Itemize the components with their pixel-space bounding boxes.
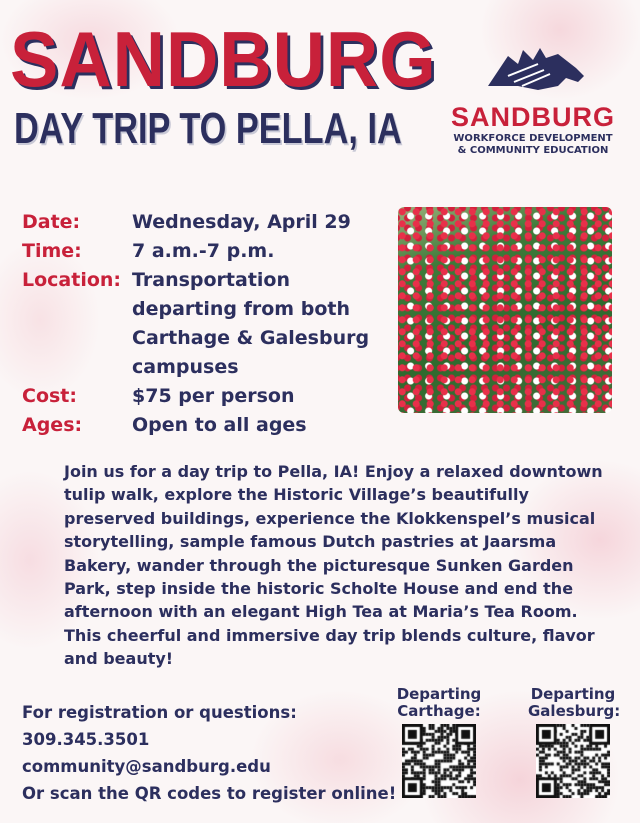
- horse-head-icon: [478, 46, 588, 94]
- tulip-field-photo: [398, 207, 612, 413]
- detail-value: Wednesday, April 29: [132, 211, 351, 233]
- detail-label: Date:: [22, 211, 81, 233]
- detail-date: [22, 208, 394, 237]
- detail-ages: [22, 411, 394, 440]
- detail-label: Time:: [22, 240, 82, 262]
- detail-location: [22, 266, 394, 382]
- detail-value: $75 per person: [132, 385, 295, 407]
- detail-cost: [22, 382, 394, 411]
- qr-label: Departing: [396, 685, 482, 703]
- detail-value: 7 a.m.-7 p.m.: [132, 240, 275, 262]
- logo-line-2: & COMMUNITY EDUCATION: [457, 145, 609, 156]
- qr-label: Galesburg:: [528, 702, 621, 720]
- contact-email[interactable]: community@sandburg.edu: [22, 757, 271, 776]
- flyer-subtitle: DAY TRIP TO PELLA, IA: [14, 104, 402, 153]
- detail-value: Transportation departing from both Carthage & Galesburg campuses: [132, 269, 370, 378]
- qr-code-carthage[interactable]: [402, 724, 476, 798]
- detail-time: [22, 237, 394, 266]
- event-details: [22, 208, 394, 440]
- flyer-title: SANDBURG: [10, 15, 437, 103]
- logo-line-1: WORKFORCE DEVELOPMENT: [453, 133, 613, 144]
- detail-label: Location:: [22, 269, 122, 291]
- contact-info: [22, 699, 396, 807]
- detail-label: Cost:: [22, 385, 77, 407]
- contact-heading: For registration or questions:: [22, 703, 297, 722]
- qr-label: Departing: [530, 685, 616, 703]
- contact-phone[interactable]: 309.345.3501: [22, 730, 150, 749]
- qr-code-galesburg[interactable]: [536, 724, 610, 798]
- qr-label: Carthage:: [397, 702, 481, 720]
- qr-galesburg: [528, 685, 621, 802]
- logo-brand: SANDBURG: [450, 102, 615, 132]
- sandburg-logo: [448, 46, 618, 157]
- detail-label: Ages:: [22, 414, 83, 436]
- detail-value: Open to all ages: [132, 414, 307, 436]
- qr-note: Or scan the QR codes to register online!: [22, 784, 397, 803]
- qr-carthage: [396, 686, 482, 802]
- event-description: Join us for a day trip to Pella, IA! Enjoy a relaxed downtown tulip walk, explore the Historic Village’s beautifully preserved buildings, experience the Klokkenspel’s musical storytelling, sample famous Dutch pastries at Jaarsma Bakery, wander through the picturesque Sunken Garden Park, step inside the historic Scholte House and end the afternoon with an elegant High Tea at Maria’s Tea Room. This cheerful and immersive day trip blends culture, flavor and beauty!: [64, 462, 603, 669]
